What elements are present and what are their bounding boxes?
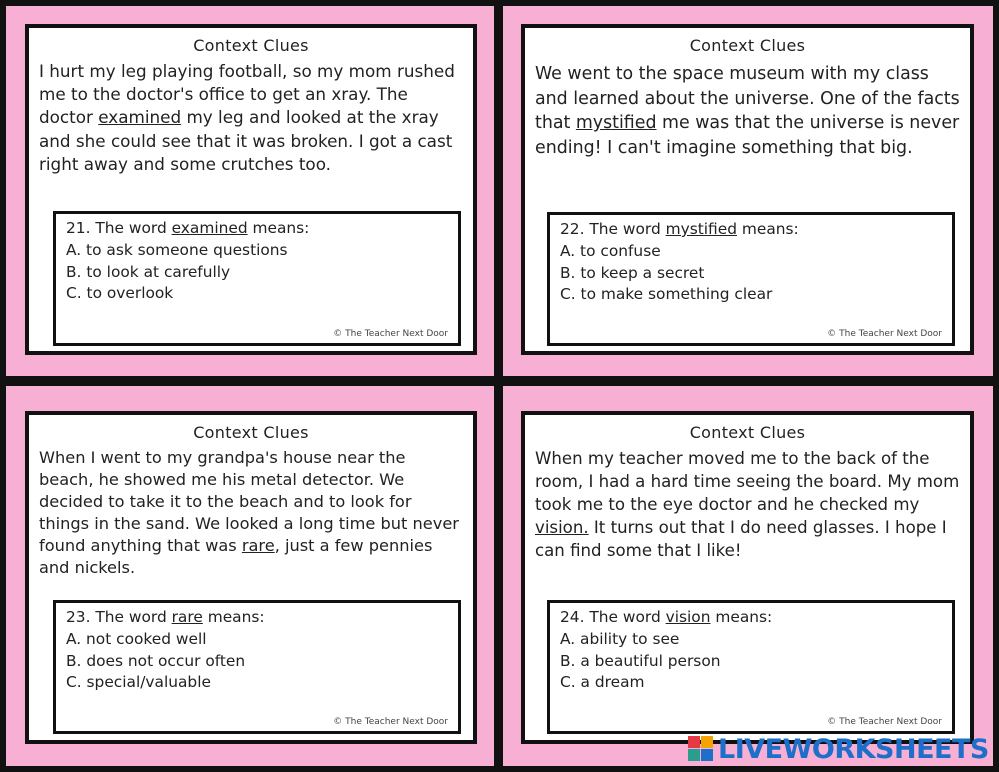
copyright-text: © The Teacher Next Door [827, 329, 942, 339]
card-title: Context Clues [193, 36, 309, 55]
answer-option-c[interactable]: C. to make something clear [560, 285, 773, 304]
answer-option-c[interactable]: C. to overlook [66, 284, 174, 303]
question-box [547, 600, 955, 734]
question-text: 23. The word rare means: [66, 608, 265, 626]
question-box [547, 212, 955, 346]
target-word: vision [665, 608, 711, 626]
target-word: rare [171, 608, 203, 626]
liveworksheets-logo[interactable] [688, 733, 988, 767]
target-word: examined [98, 107, 182, 128]
answer-option-b[interactable]: B. a beautiful person [560, 651, 721, 670]
answer-option-b[interactable]: B. to keep a secret [560, 263, 705, 282]
answer-option-b[interactable]: B. does not occur often [66, 651, 246, 670]
answer-option-a[interactable]: A. ability to see [560, 629, 680, 648]
passage-text: When my teacher moved me to the back of the room, I had a hard time seeing the board. My mom took me to the eye doctor and he checked my vision. It turns out that I do need glasses. I hope I can find some that I like! [535, 449, 960, 560]
target-word: mystified [575, 113, 657, 134]
answer-option-c[interactable]: C. a dream [560, 673, 645, 692]
answer-option-b[interactable]: B. to look at carefully [66, 262, 231, 281]
target-word: mystified [665, 220, 737, 238]
task-card-21 [25, 24, 477, 355]
answer-option-c[interactable]: C. special/valuable [66, 673, 211, 692]
target-word: rare [241, 536, 275, 555]
task-card-22 [521, 24, 974, 355]
target-word: examined [171, 219, 248, 237]
question-box [53, 600, 461, 734]
question-text: 21. The word examined means: [66, 219, 310, 237]
question-box [53, 211, 461, 346]
copyright-text: © The Teacher Next Door [827, 717, 942, 727]
passage-text: I hurt my leg playing football, so my mom rushed me to the doctor's office to get an xray. The doctor examined my leg and looked at the xray and she could see that it was broken. I got a cast right away and some crutches too. [39, 61, 455, 174]
passage-text: When I went to my grandpa's house near the beach, he showed me his metal detector. We decided to take it to the beach and to look for things in the sand. We looked a long time but never found anything that was rare, just a few pennies and nickels. [39, 448, 459, 577]
answer-option-a[interactable]: A. not cooked well [66, 629, 207, 648]
card-title: Context Clues [689, 36, 806, 55]
task-card-23 [25, 411, 477, 744]
liveworksheets-logo-text: LIVEWORKSHEETS [718, 734, 989, 765]
question-text: 22. The word mystified means: [560, 220, 799, 238]
answer-option-a[interactable]: A. to confuse [560, 241, 661, 260]
copyright-text: © The Teacher Next Door [333, 717, 448, 727]
passage-text: We went to the space museum with my class and learned about the universe. One of the facts that mystified me was that the universe is never ending! I can't imagine something that big. [535, 64, 960, 158]
task-card-24 [521, 411, 974, 744]
copyright-text: © The Teacher Next Door [333, 329, 448, 339]
question-text: 24. The word vision means: [560, 608, 773, 626]
card-title: Context Clues [193, 423, 309, 442]
target-word: vision. [535, 518, 589, 537]
liveworksheets-logo-icon [688, 736, 714, 762]
card-title: Context Clues [689, 423, 806, 442]
answer-option-a[interactable]: A. to ask someone questions [66, 240, 288, 259]
